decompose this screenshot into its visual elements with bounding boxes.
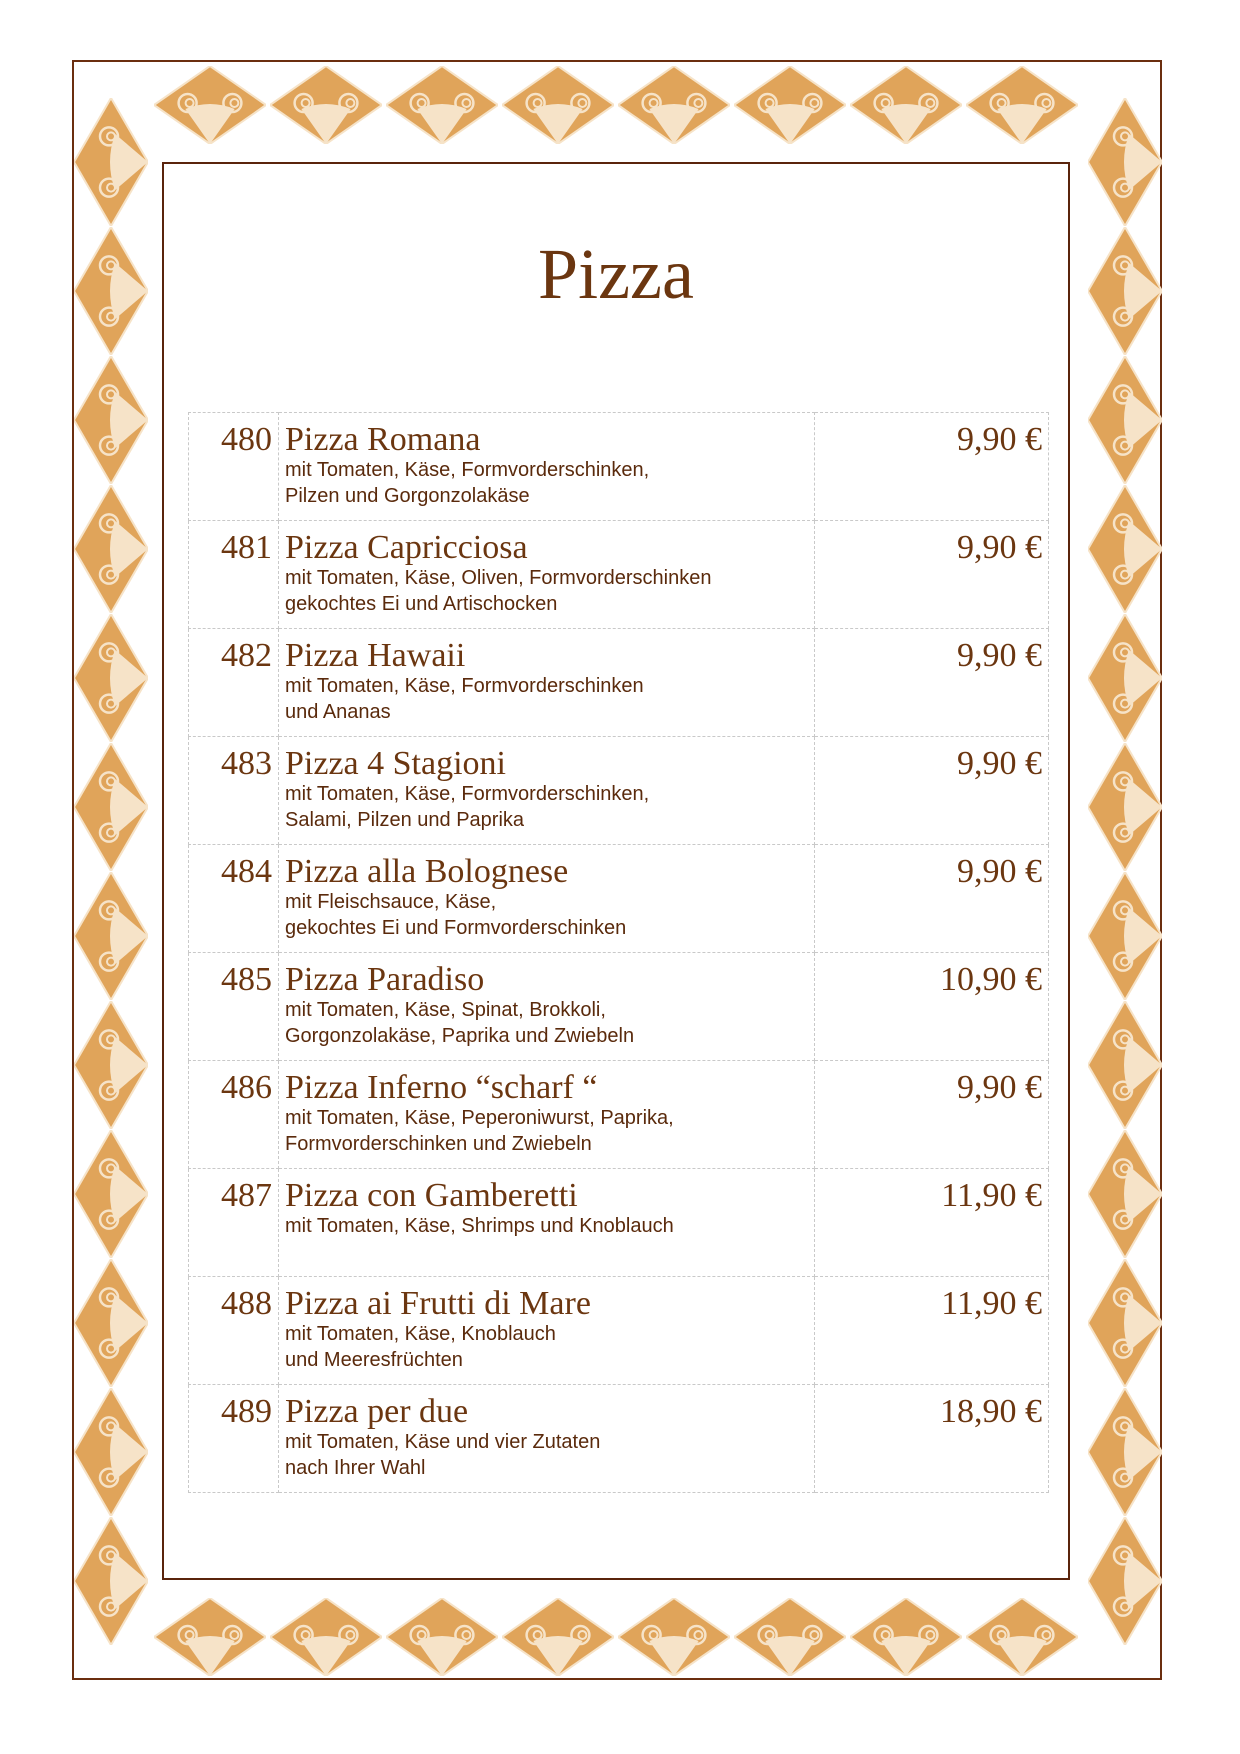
menu-row — [189, 1385, 1049, 1493]
top-ornament — [270, 66, 382, 149]
item-ingredients-line1: mit Tomaten, Käse, Formvorderschinken — [285, 675, 644, 697]
item-description-cell — [279, 521, 815, 629]
item-ingredients-line2: nach Ihrer Wahl — [285, 1457, 426, 1479]
left-ornament — [74, 1130, 148, 1263]
item-description-cell — [279, 1169, 815, 1277]
right-ornament — [1088, 98, 1162, 231]
left-ornament — [74, 98, 148, 231]
top-ornament — [850, 66, 962, 149]
item-price: 9,90 € — [815, 845, 1049, 953]
bottom-ornament — [154, 1598, 266, 1681]
menu-row — [189, 737, 1049, 845]
left-ornament — [74, 614, 148, 747]
left-ornament — [74, 227, 148, 360]
menu-row — [189, 1277, 1049, 1385]
item-ingredients-line1: mit Tomaten, Käse, Spinat, Brokkoli, — [285, 999, 606, 1021]
left-ornament — [74, 1517, 148, 1650]
item-price: 9,90 € — [815, 413, 1049, 521]
item-price: 9,90 € — [815, 1061, 1049, 1169]
bottom-ornament — [850, 1598, 962, 1681]
item-ingredients-line2: Salami, Pilzen und Paprika — [285, 809, 525, 831]
right-ornament — [1088, 743, 1162, 876]
top-ornament — [154, 66, 266, 149]
item-description-cell — [279, 629, 815, 737]
page-title: Pizza — [538, 234, 694, 314]
item-name: Pizza 4 Stagioni — [285, 745, 506, 782]
menu-row — [189, 1169, 1049, 1277]
item-number: 486 — [189, 1061, 279, 1169]
top-ornament — [966, 66, 1078, 149]
item-price: 9,90 € — [815, 521, 1049, 629]
item-name: Pizza Romana — [285, 421, 481, 458]
item-number: 481 — [189, 521, 279, 629]
item-ingredients-line2: Gorgonzolakäse, Paprika und Zwiebeln — [285, 1025, 635, 1047]
item-number: 483 — [189, 737, 279, 845]
right-ornament — [1088, 1259, 1162, 1392]
item-price: 10,90 € — [815, 953, 1049, 1061]
item-number: 488 — [189, 1277, 279, 1385]
item-ingredients-line1: mit Fleischsauce, Käse, — [285, 891, 497, 913]
item-name: Pizza Hawaii — [285, 637, 466, 674]
menu-row — [189, 413, 1049, 521]
item-name: Pizza ai Frutti di Mare — [285, 1285, 591, 1322]
item-description-cell — [279, 1277, 815, 1385]
left-ornament — [74, 1259, 148, 1392]
left-ornament — [74, 1388, 148, 1521]
menu-table — [188, 412, 1049, 1493]
item-ingredients-line1: mit Tomaten, Käse, Peperoniwurst, Paprika, — [285, 1107, 674, 1129]
right-ornament — [1088, 356, 1162, 489]
item-price: 18,90 € — [815, 1385, 1049, 1493]
item-description-cell — [279, 413, 815, 521]
right-ornament — [1088, 872, 1162, 1005]
item-ingredients-line2: gekochtes Ei und Formvorderschinken — [285, 917, 627, 939]
item-description-cell — [279, 953, 815, 1061]
item-ingredients-line2: Formvorderschinken und Zwiebeln — [285, 1133, 592, 1155]
left-ornament — [74, 872, 148, 1005]
item-ingredients-line1: mit Tomaten, Käse, Shrimps und Knoblauch — [285, 1215, 674, 1237]
item-ingredients-line1: mit Tomaten, Käse, Formvorderschinken, — [285, 783, 650, 805]
item-name: Pizza Inferno “scharf “ — [285, 1069, 598, 1106]
right-ornament — [1088, 485, 1162, 618]
item-name: Pizza per due — [285, 1393, 469, 1430]
right-ornament — [1088, 1388, 1162, 1521]
top-ornament — [386, 66, 498, 149]
item-price: 11,90 € — [815, 1277, 1049, 1385]
item-number: 485 — [189, 953, 279, 1061]
item-price: 9,90 € — [815, 737, 1049, 845]
item-name: Pizza Paradiso — [285, 961, 485, 998]
item-number: 484 — [189, 845, 279, 953]
item-ingredients-line2: Pilzen und Gorgonzolakäse — [285, 485, 530, 507]
item-price: 11,90 € — [815, 1169, 1049, 1277]
right-ornament — [1088, 227, 1162, 360]
left-ornament — [74, 485, 148, 618]
right-ornament — [1088, 1001, 1162, 1134]
bottom-ornament — [734, 1598, 846, 1681]
item-name: Pizza alla Bolognese — [285, 853, 569, 890]
bottom-ornament — [966, 1598, 1078, 1681]
item-ingredients-line2: und Meeresfrüchten — [285, 1349, 463, 1371]
item-description-cell — [279, 1385, 815, 1493]
item-description-cell — [279, 737, 815, 845]
item-ingredients-line1: mit Tomaten, Käse, Formvorderschinken, — [285, 459, 650, 481]
menu-row — [189, 629, 1049, 737]
menu-row — [189, 1061, 1049, 1169]
item-ingredients-line2: gekochtes Ei und Artischocken — [285, 593, 558, 615]
top-ornament — [502, 66, 614, 149]
bottom-ornament — [386, 1598, 498, 1681]
left-ornament — [74, 356, 148, 489]
bottom-ornament — [270, 1598, 382, 1681]
item-ingredients-line1: mit Tomaten, Käse, Oliven, Formvorderschinken — [285, 567, 712, 589]
right-ornament — [1088, 1517, 1162, 1650]
item-number: 482 — [189, 629, 279, 737]
top-ornament — [734, 66, 846, 149]
item-ingredients-line1: mit Tomaten, Käse und vier Zutaten — [285, 1431, 601, 1453]
bottom-ornament — [618, 1598, 730, 1681]
left-ornament — [74, 1001, 148, 1134]
right-ornament — [1088, 614, 1162, 747]
item-name: Pizza Capricciosa — [285, 529, 528, 566]
item-description-cell — [279, 1061, 815, 1169]
left-ornament — [74, 743, 148, 876]
item-number: 487 — [189, 1169, 279, 1277]
item-number: 489 — [189, 1385, 279, 1493]
menu-row — [189, 521, 1049, 629]
item-number: 480 — [189, 413, 279, 521]
bottom-ornament — [502, 1598, 614, 1681]
item-name: Pizza con Gamberetti — [285, 1177, 578, 1214]
right-ornament — [1088, 1130, 1162, 1263]
menu-row — [189, 953, 1049, 1061]
item-ingredients-line1: mit Tomaten, Käse, Knoblauch — [285, 1323, 556, 1345]
item-description-cell — [279, 845, 815, 953]
top-ornament — [618, 66, 730, 149]
menu-row — [189, 845, 1049, 953]
item-price: 9,90 € — [815, 629, 1049, 737]
item-ingredients-line2: und Ananas — [285, 701, 391, 723]
